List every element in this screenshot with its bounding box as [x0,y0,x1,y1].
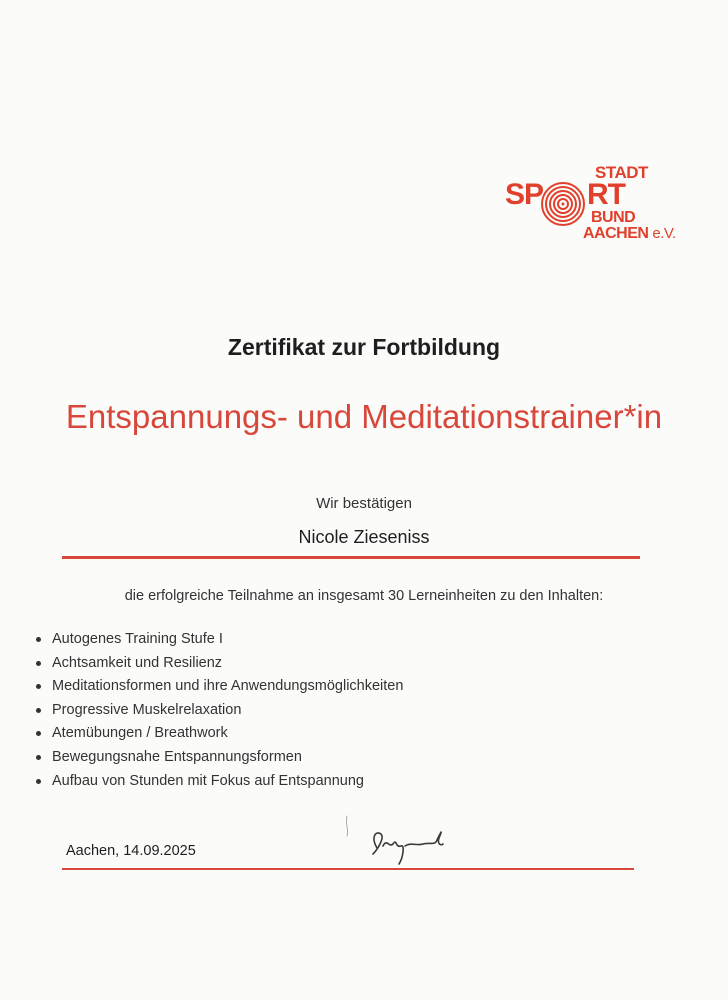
logo-text-sp: SP [505,178,544,211]
bullet-icon [36,731,41,736]
bullet-icon [36,779,41,784]
stadtsportbund-logo [505,160,695,250]
topic-label: Bewegungsnahe Entspannungsformen [52,748,302,765]
bullet-icon [36,661,41,666]
bullet-icon [36,708,41,713]
topic-label: Progressive Muskelrelaxation [52,701,242,718]
logo-text-ev: e.V. [652,225,676,242]
certificate-heading: Zertifikat zur Fortbildung [227,334,501,360]
topic-item [34,652,403,676]
logo-text-rt: RT [587,178,625,211]
name-underline [62,556,640,559]
topic-item [34,675,403,699]
topic-label: Atemübungen / Breathwork [52,725,228,742]
topic-item [34,746,403,770]
logo-text-stadt: STADT [595,163,648,182]
logo-text-bund: BUND [591,209,636,226]
topic-label: Achtsamkeit und Resilienz [52,654,223,671]
topic-item [34,699,403,723]
signature-icon [325,808,465,868]
logo-ring-icon [539,180,587,228]
topic-label: Autogenes Training Stufe I [52,631,223,647]
logo-text-aachen: AACHEN [583,225,649,242]
topic-item [34,770,403,794]
topic-item [34,628,403,652]
place-and-date: Aachen, 14.09.2025 [66,843,196,859]
logo-text-aachen-ev [583,226,676,242]
course-title: Entspannungs- und Meditationstrainer*in [65,398,663,435]
confirmation-text: Wir bestätigen [316,495,412,512]
bullet-icon [36,755,41,760]
participant-name: Nicole Zieseniss [298,527,430,547]
topic-item [34,722,403,746]
topics-list [34,628,403,793]
bullet-icon [36,637,41,642]
bullet-icon [36,684,41,689]
participation-text: die erfolgreiche Teilnahme an insgesamt 30 Lerneinheiten zu den Inhalten: [124,588,604,604]
topic-label: Aufbau von Stunden mit Fokus auf Entspannung [52,772,364,789]
signature-line [62,868,634,870]
topic-label: Meditationsformen und ihre Anwendungsmöglichkeiten [52,678,404,695]
